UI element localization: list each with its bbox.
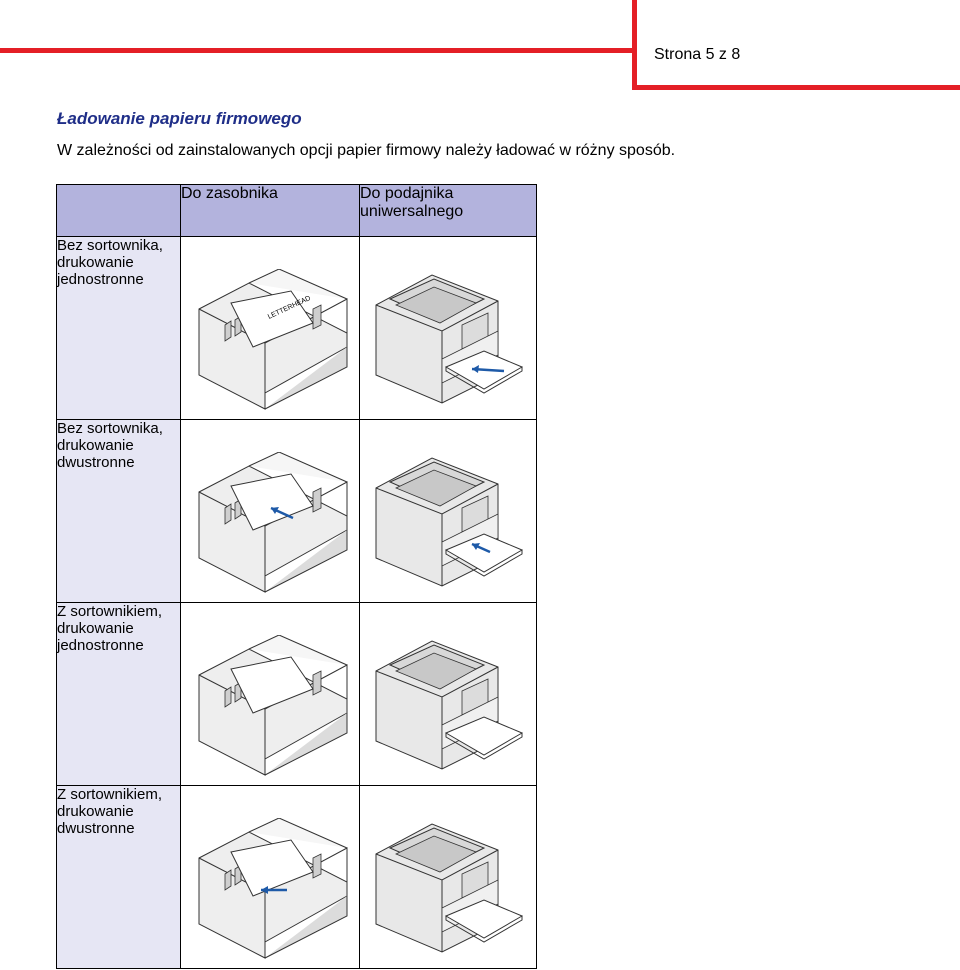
printer-multipurpose-feeder-illustration (372, 454, 532, 594)
letterhead-label: LETTERHEAD (266, 294, 312, 321)
header-cell-tray: Do zasobnika (181, 185, 360, 237)
feeder-cell (360, 420, 537, 603)
loading-table (56, 184, 537, 969)
row-label: Bez sortownika, drukowanie dwustronne (57, 420, 181, 603)
table-header-row (57, 185, 537, 237)
page-number: Strona 5 z 8 (654, 46, 741, 63)
table-row (57, 237, 537, 420)
row-label: Bez sortownika, drukowanie jednostronne (57, 237, 181, 420)
tray-cell (181, 786, 360, 969)
paper-tray-illustration (195, 635, 355, 785)
printer-multipurpose-feeder-illustration (372, 820, 532, 960)
row-label: Z sortownikiem, drukowanie jednostronne (57, 603, 181, 786)
printer-multipurpose-feeder-illustration (372, 271, 532, 411)
header-rule (0, 48, 632, 53)
feeder-cell (360, 786, 537, 969)
paper-tray-illustration (195, 452, 355, 602)
table-row (57, 420, 537, 603)
feeder-cell (360, 603, 537, 786)
tray-cell (181, 420, 360, 603)
paper-tray-illustration (195, 269, 355, 419)
intro-paragraph: W zależności od zainstalowanych opcji papier firmowy należy ładować w różny sposób. (57, 142, 676, 159)
tray-cell (181, 237, 360, 420)
feeder-cell (360, 237, 537, 420)
printer-multipurpose-feeder-illustration (372, 637, 532, 777)
header-corner-rule-bottom (632, 85, 960, 90)
header-cell-feeder: Do podajnika uniwersalnego (360, 185, 537, 237)
table-row (57, 603, 537, 786)
header-corner-rule (632, 0, 637, 90)
section-title: Ładowanie papieru firmowego (57, 109, 302, 128)
tray-cell (181, 603, 360, 786)
header-cell-empty (57, 185, 181, 237)
table-row (57, 786, 537, 969)
paper-tray-illustration (195, 818, 355, 968)
row-label: Z sortownikiem, drukowanie dwustronne (57, 786, 181, 969)
